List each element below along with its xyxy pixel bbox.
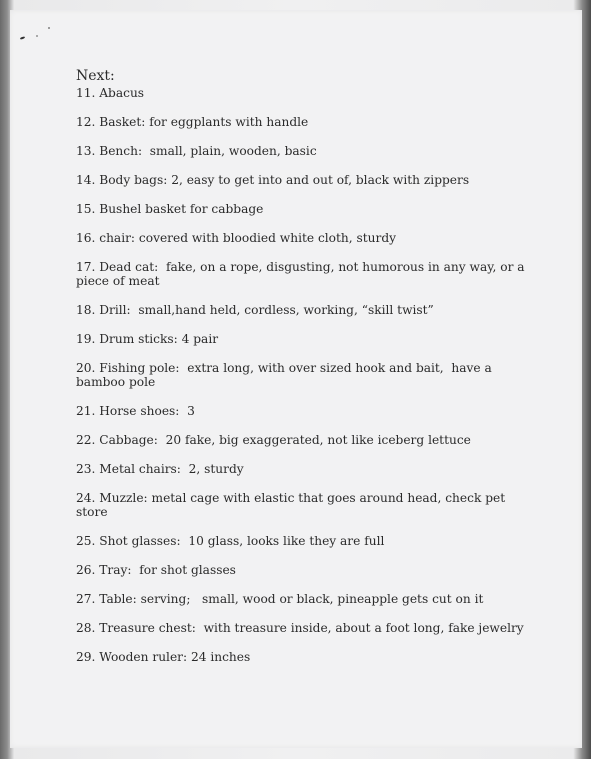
- list-item: 26. Tray: for shot glasses: [76, 563, 236, 577]
- paper-speck: [20, 36, 25, 40]
- list-item: 22. Cabbage: 20 fake, big exaggerated, not like iceberg lettuce: [76, 433, 471, 447]
- paper-speck: [36, 35, 38, 37]
- list-item: 11. Abacus: [76, 86, 145, 100]
- list-item: 18. Drill: small,hand held, cordless, working, “skill twist”: [76, 303, 434, 317]
- list-item: 21. Horse shoes: 3: [76, 404, 195, 418]
- prop-list-document: [76, 68, 536, 679]
- list-item: 20. Fishing pole: extra long, with over sized hook and bait, have a bamboo pole: [76, 361, 496, 389]
- list-item: 29. Wooden ruler: 24 inches: [76, 650, 251, 664]
- list-item: 17. Dead cat: fake, on a rope, disgusting, not humorous in any way, or a piece of meat: [76, 260, 529, 288]
- paper-speck: [48, 27, 50, 29]
- list-item: 13. Bench: small, plain, wooden, basic: [76, 144, 317, 158]
- list-item: 28. Treasure chest: with treasure inside, about a foot long, fake jewelry: [76, 621, 524, 635]
- list-heading: Next:: [76, 68, 115, 84]
- list-item: 16. chair: covered with bloodied white cloth, sturdy: [76, 231, 397, 245]
- list-item: 27. Table: serving; small, wood or black, pineapple gets cut on it: [76, 592, 484, 606]
- list-item: 24. Muzzle: metal cage with elastic that goes around head, check pet store: [76, 491, 509, 519]
- list-item: 19. Drum sticks: 4 pair: [76, 332, 219, 346]
- list-item: 23. Metal chairs: 2, sturdy: [76, 462, 244, 476]
- list-item: 14. Body bags: 2, easy to get into and out of, black with zippers: [76, 173, 470, 187]
- list-item: 25. Shot glasses: 10 glass, looks like they are full: [76, 534, 385, 548]
- list-item: 12. Basket: for eggplants with handle: [76, 115, 309, 129]
- list-item: 15. Bushel basket for cabbage: [76, 202, 264, 216]
